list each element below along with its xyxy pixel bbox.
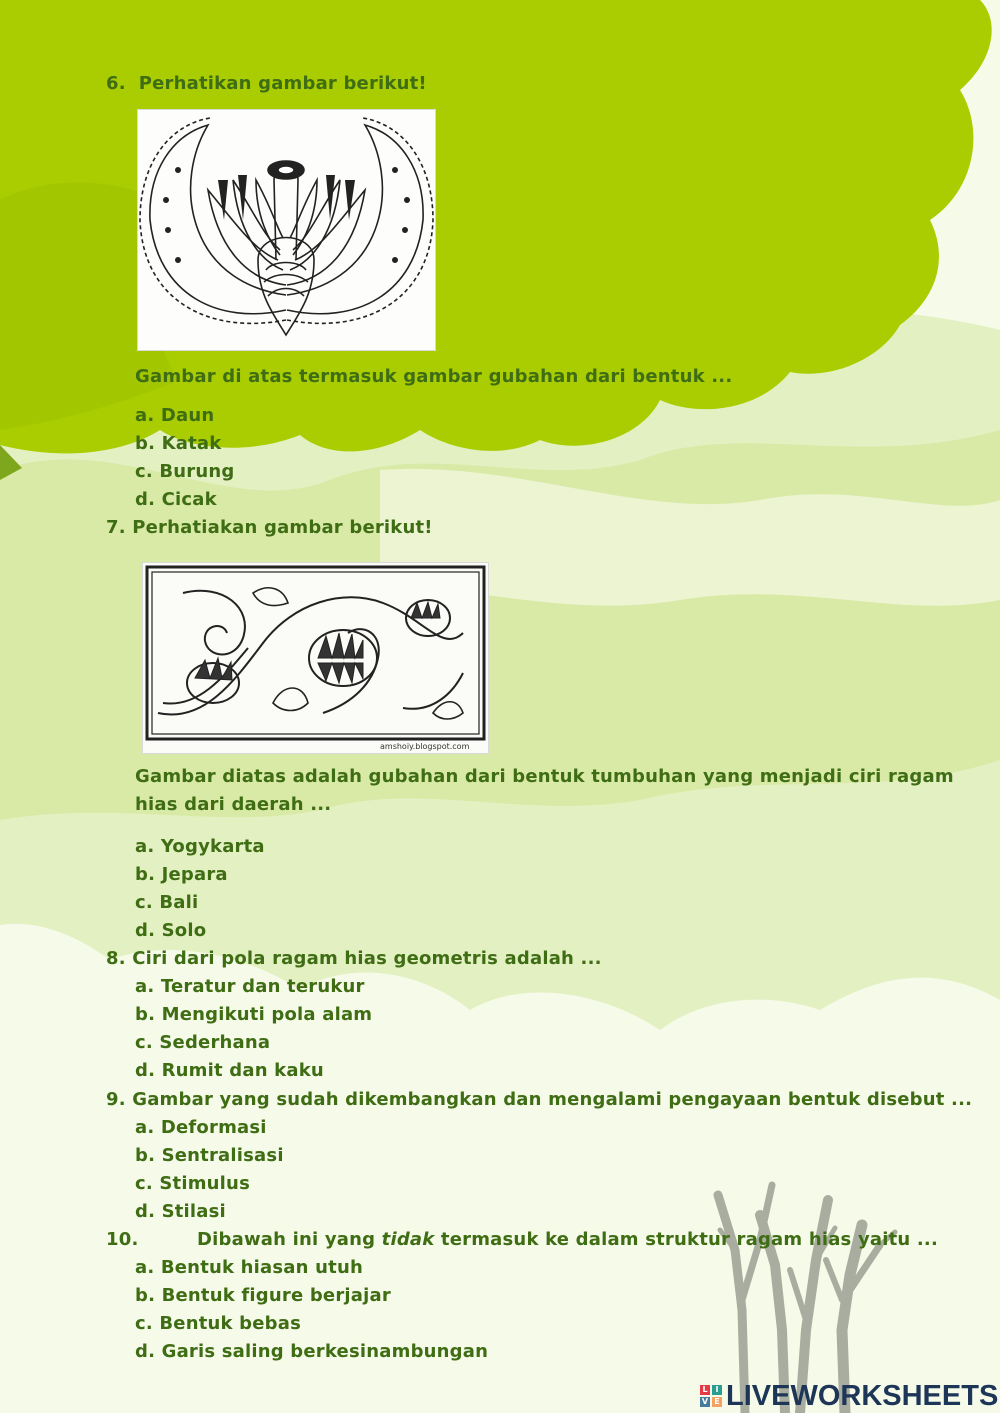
question-7-number: 7. [106,517,126,538]
logo-letter-v: V [701,1397,709,1406]
question-7-option-d[interactable]: d. Solo [135,920,207,941]
question-10-text-before: Dibawah ini yang [197,1229,376,1250]
question-10-text-after: termasuk ke dalam struktur ragam hias yaitu ... [440,1229,938,1250]
logo-letter-l: L [700,1385,710,1395]
logo-letter-i: I [712,1385,722,1395]
question-8-question: Ciri dari pola ragam hias geometris adalah ... [132,948,602,969]
liveworksheets-brand [700,1376,998,1416]
question-10-number: 10. [106,1229,139,1250]
question-6-prompt-text: Perhatikan gambar berikut! [138,73,427,94]
question-6-option-b[interactable]: b. Katak [135,433,222,454]
question-10-option-c[interactable]: c. Bentuk bebas [135,1313,302,1334]
question-9-question: Gambar yang sudah dikembangkan dan mengalami pengayaan bentuk disebut ... [132,1089,973,1110]
question-9-option-b[interactable]: b. Sentralisasi [135,1145,284,1166]
floral-carving-image [142,562,489,754]
question-10-option-a[interactable]: a. Bentuk hiasan utuh [135,1257,363,1278]
question-7-prompt [106,517,433,538]
question-8-number: 8. [106,948,126,969]
question-10-option-b[interactable]: b. Bentuk figure berjajar [135,1285,391,1306]
question-6-text: Gambar di atas termasuk gambar gubahan dari bentuk ... [135,366,733,387]
question-9-option-d[interactable]: d. Stilasi [135,1201,226,1222]
question-7-option-a[interactable]: a. Yogykarta [135,836,265,857]
question-9-option-a[interactable]: a. Deformasi [135,1117,267,1138]
question-8-option-c[interactable]: c. Sederhana [135,1032,271,1053]
question-7-text-line2: hias dari daerah ... [135,794,332,815]
question-7-option-c[interactable]: c. Bali [135,892,199,913]
question-7-option-b[interactable]: b. Jepara [135,864,228,885]
question-6-option-a[interactable]: a. Daun [135,405,215,426]
liveworksheets-logo-icon [700,1385,722,1407]
bird-ornament-image [137,109,436,351]
question-8-option-a[interactable]: a. Teratur dan terukur [135,976,365,997]
question-6-option-d[interactable]: d. Cicak [135,489,217,510]
question-8-option-d[interactable]: d. Rumit dan kaku [135,1060,324,1081]
logo-letter-e: E [712,1397,722,1407]
question-8-text [106,948,602,969]
question-10-text-italic: tidak [381,1229,435,1250]
question-9-option-c[interactable]: c. Stimulus [135,1173,250,1194]
liveworksheets-wordmark: LIVEWORKSHEETS [726,1379,999,1412]
question-9-number: 9. [106,1089,126,1110]
question-7-prompt-text: Perhatiakan gambar berikut! [132,517,433,538]
question-6-number: 6. [106,73,126,94]
image-credit: amshoiy.blogspot.com [380,742,470,751]
question-8-option-b[interactable]: b. Mengikuti pola alam [135,1004,373,1025]
question-7-text-line1: Gambar diatas adalah gubahan dari bentuk tumbuhan yang menjadi ciri ragam [135,766,954,787]
question-10-text [197,1229,938,1250]
question-10-option-d[interactable]: d. Garis saling berkesinambungan [135,1341,489,1362]
question-9-text [106,1089,972,1110]
question-6-option-c[interactable]: c. Burung [135,461,235,482]
question-6-prompt [106,73,427,94]
